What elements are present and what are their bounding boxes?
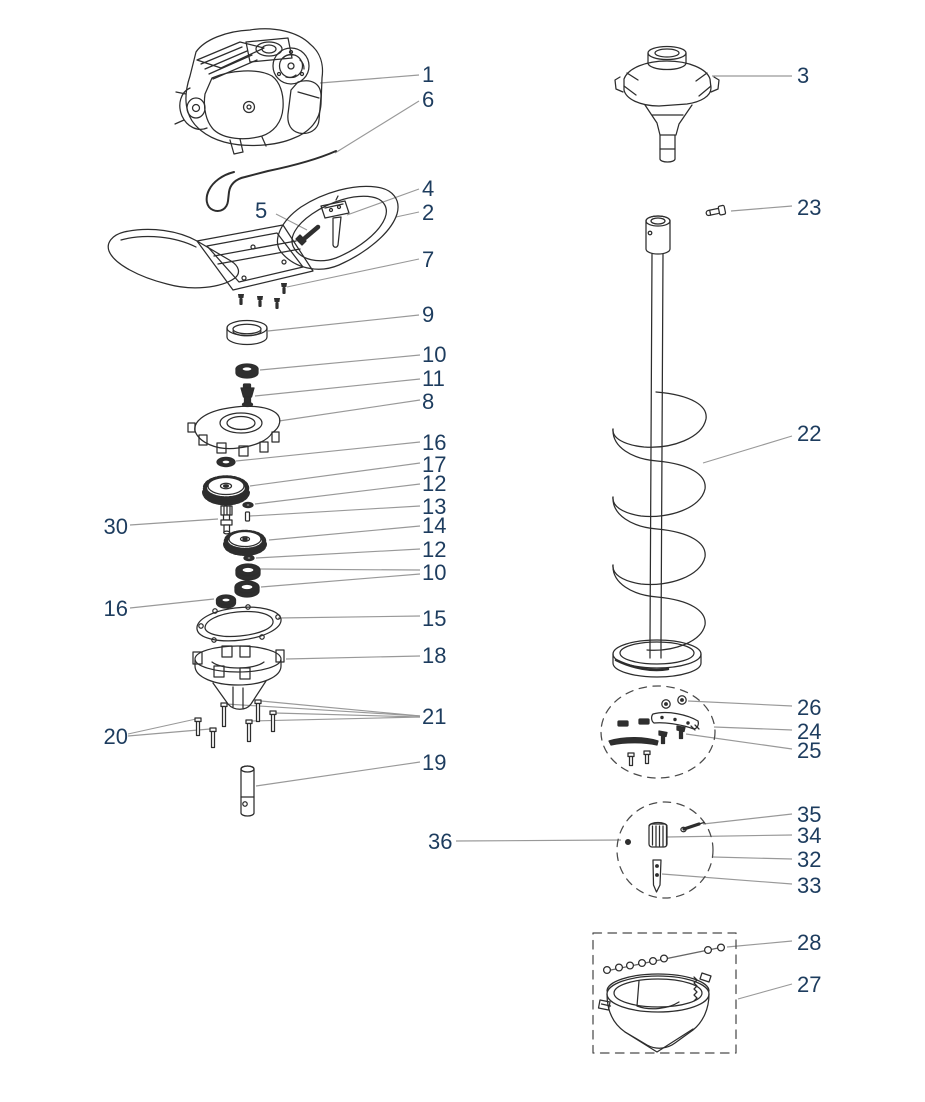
callout-gearcase-housing: 18 <box>422 643 447 668</box>
callout-key-pin: 13 <box>422 494 447 519</box>
callout-washer-left: 16 <box>103 596 128 621</box>
key-pin-drawing <box>246 512 250 521</box>
callout-set-screw: 36 <box>428 829 453 854</box>
bearing-top-drawing <box>236 364 258 378</box>
callout-washer-lower: 12 <box>422 537 447 562</box>
gearcase-assembly-drawing <box>615 47 719 163</box>
callout-housing-bolts: 21 <box>422 704 447 729</box>
callout-point-screw: 35 <box>797 802 822 827</box>
shear-pin-drawing <box>705 205 725 218</box>
callout-handle-screws: 7 <box>422 247 435 272</box>
callout-throttle-screw: 5 <box>255 198 268 223</box>
callout-guard-chain: 28 <box>797 930 822 955</box>
gear-large-drawing <box>205 478 247 503</box>
washer-left-drawing <box>217 595 236 608</box>
gear-small-drawing <box>226 532 264 554</box>
callout-point-holder: 34 <box>797 823 822 848</box>
pinion-shaft-drawing <box>221 506 232 534</box>
callout-throttle-control: 4 <box>422 176 435 201</box>
gearcase-housing-drawing <box>193 646 284 709</box>
point-assembly-circle <box>617 802 713 898</box>
callout-housing-bolts-left: 20 <box>103 724 128 749</box>
callout-gasket: 15 <box>422 606 447 631</box>
callout-point-assembly: 32 <box>797 847 822 872</box>
callout-output-shaft: 19 <box>422 750 447 775</box>
callout-blade-guard: 27 <box>797 972 822 997</box>
engine-drawing <box>175 29 323 154</box>
callout-blade-screws: 25 <box>797 738 822 763</box>
callout-auger: 22 <box>797 421 822 446</box>
callout-gear-large: 17 <box>422 452 447 477</box>
gearcase-cover-drawing <box>188 406 280 456</box>
callout-bearing-top: 10 <box>422 342 447 367</box>
callout-gearcase-cover: 8 <box>422 389 435 414</box>
blade-guard-box <box>593 933 736 1053</box>
washer-mid-drawing <box>243 502 253 507</box>
auger-drawing <box>613 216 706 677</box>
callout-grease-fitting: 11 <box>422 366 445 391</box>
seal-ring-drawing <box>227 321 267 345</box>
callout-throttle-cable: 6 <box>422 87 435 112</box>
throttle-cable-drawing <box>207 151 336 211</box>
output-shaft-drawing <box>241 766 254 816</box>
callout-handlebar: 2 <box>422 200 435 225</box>
washer-top-drawing <box>217 457 235 466</box>
callout-seal-ring: 9 <box>422 302 435 327</box>
gasket-drawing <box>197 605 281 642</box>
callout-bearing-pair: 10 <box>422 560 447 585</box>
callout-blade-nuts: 26 <box>797 695 822 720</box>
bearing-pair-drawing <box>235 564 260 597</box>
washer-lower-drawing <box>244 555 254 560</box>
callout-point-blade: 33 <box>797 873 822 898</box>
callout-pinion-shaft: 30 <box>103 514 128 539</box>
throttle-control-drawing <box>321 196 349 247</box>
callout-shear-pin: 23 <box>797 195 822 220</box>
blade-assembly-circle <box>601 686 715 778</box>
callout-washer-mid: 12 <box>422 471 447 496</box>
callout-gear-small: 14 <box>422 513 447 538</box>
grease-fitting-drawing <box>241 384 254 407</box>
handlebar-drawing <box>108 186 398 290</box>
callout-blade: 24 <box>797 719 822 744</box>
callout-gearcase-assembly: 3 <box>797 63 810 88</box>
callout-washer-top: 16 <box>422 430 447 455</box>
callout-engine: 1 <box>422 62 435 87</box>
housing-bolts-drawing <box>195 700 276 748</box>
